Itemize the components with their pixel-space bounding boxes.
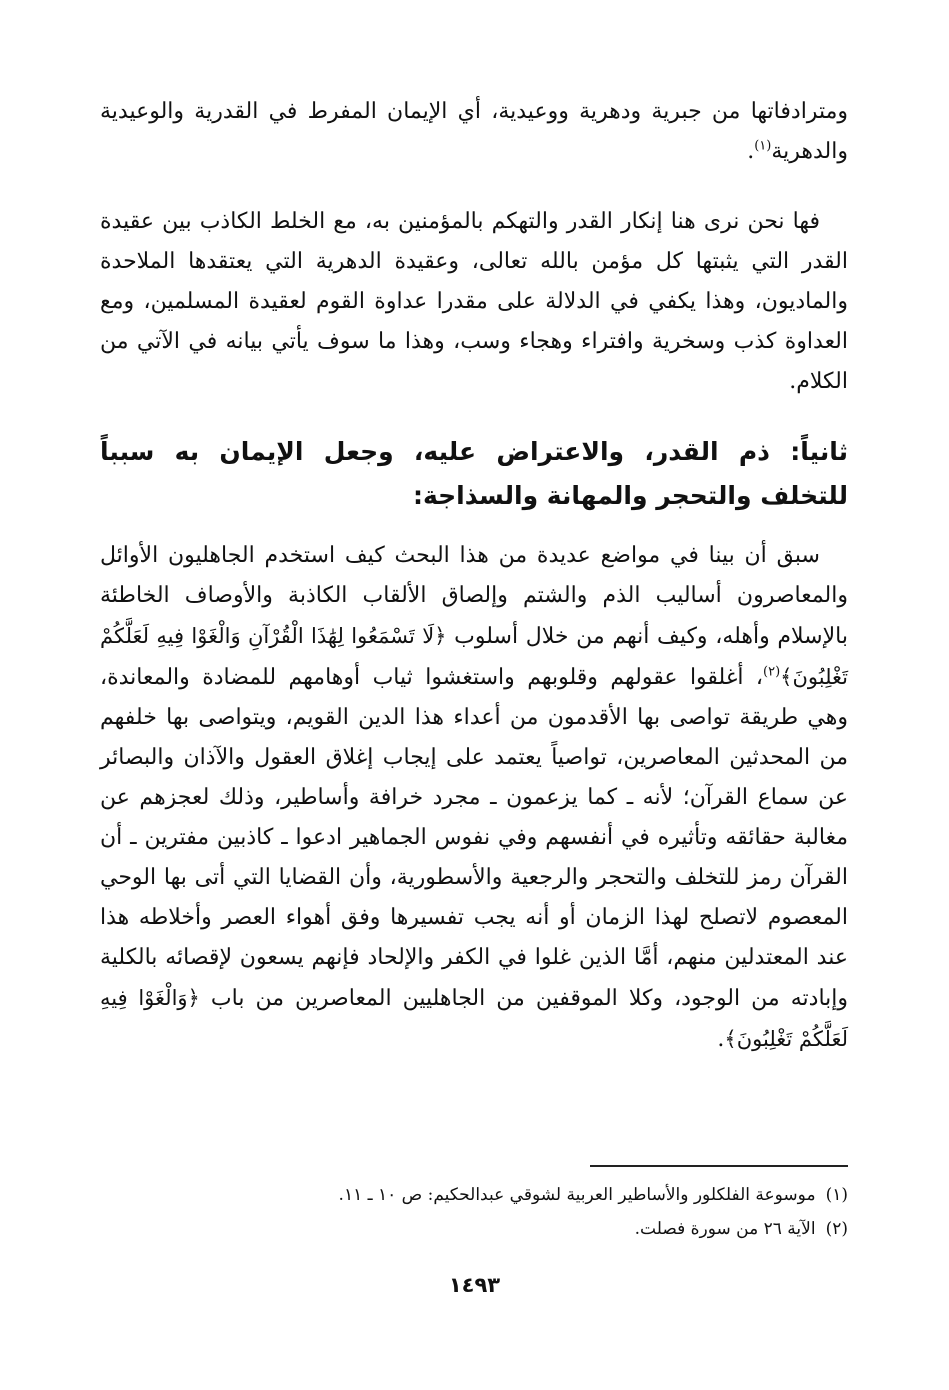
footnote-2-text: الآية ٢٦ من سورة فصلت.: [634, 1219, 816, 1239]
footnotes: [100, 1178, 848, 1246]
quran-quote-1: ﴿لَا تَسْمَعُوا لِهَٰذَا الْقُرْآنِ وَالْغَوْا فِيهِ لَعَلَّكُمْ تَغْلِبُونَ﴾: [100, 624, 848, 689]
page-number: ١٤٩٣: [448, 1273, 501, 1297]
paragraph-3-end: .: [717, 1027, 725, 1052]
section-heading: ثانياً: ذم القدر، والاعتراض عليه، وجعل الإيمان به سبباً للتخلف والتحجر والمهانة والسذاجة:: [100, 437, 848, 510]
footnote-1: [100, 1178, 848, 1212]
page-body: [100, 92, 848, 1060]
footnote-2-number: (٢): [825, 1219, 848, 1239]
footnote-1-number: (١): [825, 1185, 848, 1205]
paragraph-1-text: ومترادفاتها من جبرية ودهرية ووعيدية، أي الإيمان المفرط في القدرية والوعيدية والدهرية: [100, 99, 848, 164]
footnote-ref-1: (١): [754, 138, 772, 154]
paragraph-2-text: فها نحن نرى هنا إنكار القدر والتهكم بالمؤمنين به، مع الخلط الكاذب بين عقيدة القدر التي يثبتها كل مؤمن بالله تعالى، وعقيدة الدهرية التي يعتقدها الملاحدة والماديون، وهذا يكفي في الدلالة على مقدرا عداوة القوم لعقيدة المسلمين، ومع العداوة كذب وسخرية وافتراء وهجاء وسب، وهذا ما سوف يأتي بيانه في الآتي من الكلام.: [100, 209, 848, 394]
paragraph-2: [100, 202, 848, 402]
footnote-1-text: موسوعة الفلكلور والأساطير العربية لشوقي عبدالحكيم: ص ١٠ ـ ١١.: [338, 1185, 816, 1205]
paragraph-1-end: .: [747, 139, 755, 164]
paragraph-3: [100, 536, 848, 1060]
paragraph-1: [100, 92, 848, 172]
paragraph-3-text-start: سبق أن بينا في مواضع عديدة من هذا البحث كيف استخدم الجاهليون الأوائل والمعاصرون أساليب الذم والشتم وإلصاق الألقاب الكاذبة والأوصاف الخاطئة بالإسلام وأهله، وكيف أنهم من خلال أسلوب: [100, 543, 848, 649]
paragraph-3-text-middle: ، أغلقوا عقولهم وقلوبهم واستغشوا ثياب أوهامهم للمضادة والمعاندة، وهي طريقة تواصى بها الأقدمون من أعداء هذا الدين القويم، ويتواصى بها خلفهم من المحدثين المعاصرين، تواصياً يعتمد على إيجاب إغلاق العقول والآذان والبصائر عن سماع القرآن؛ لأنه ـ كما يزعمون ـ مجرد خرافة وأساطير، وذلك لعجزهم عن مغالبة حقائقه وتأثيره في أنفسهم وفي نفوس الجماهير ادعوا ـ كاذبين مفترين ـ أن القرآن رمز للتخلف والتحجر والرجعية والأسطورية، وأن القضايا التي أتى بها الوحي المعصوم لاتصلح لهذا الزمان أو أنه يجب تفسيرها وفق أهواء العصر وأخلاطه هذا عند المعتدلين منهم، أمَّا الذين غلوا في الكفر والإلحاد فإنهم يسعون لإقصائه بالكلية وإبادته من الوجود، وكلا الموقفين من الجاهليين المعاصرين من باب: [100, 665, 849, 1011]
footnote-divider: [590, 1165, 848, 1167]
footnote-ref-2: (٢): [763, 664, 781, 680]
quran-quote-2: ﴿وَالْغَوْا فِيهِ لَعَلَّكُمْ تَغْلِبُونَ﴾: [100, 986, 848, 1051]
footnote-2: [100, 1212, 848, 1246]
